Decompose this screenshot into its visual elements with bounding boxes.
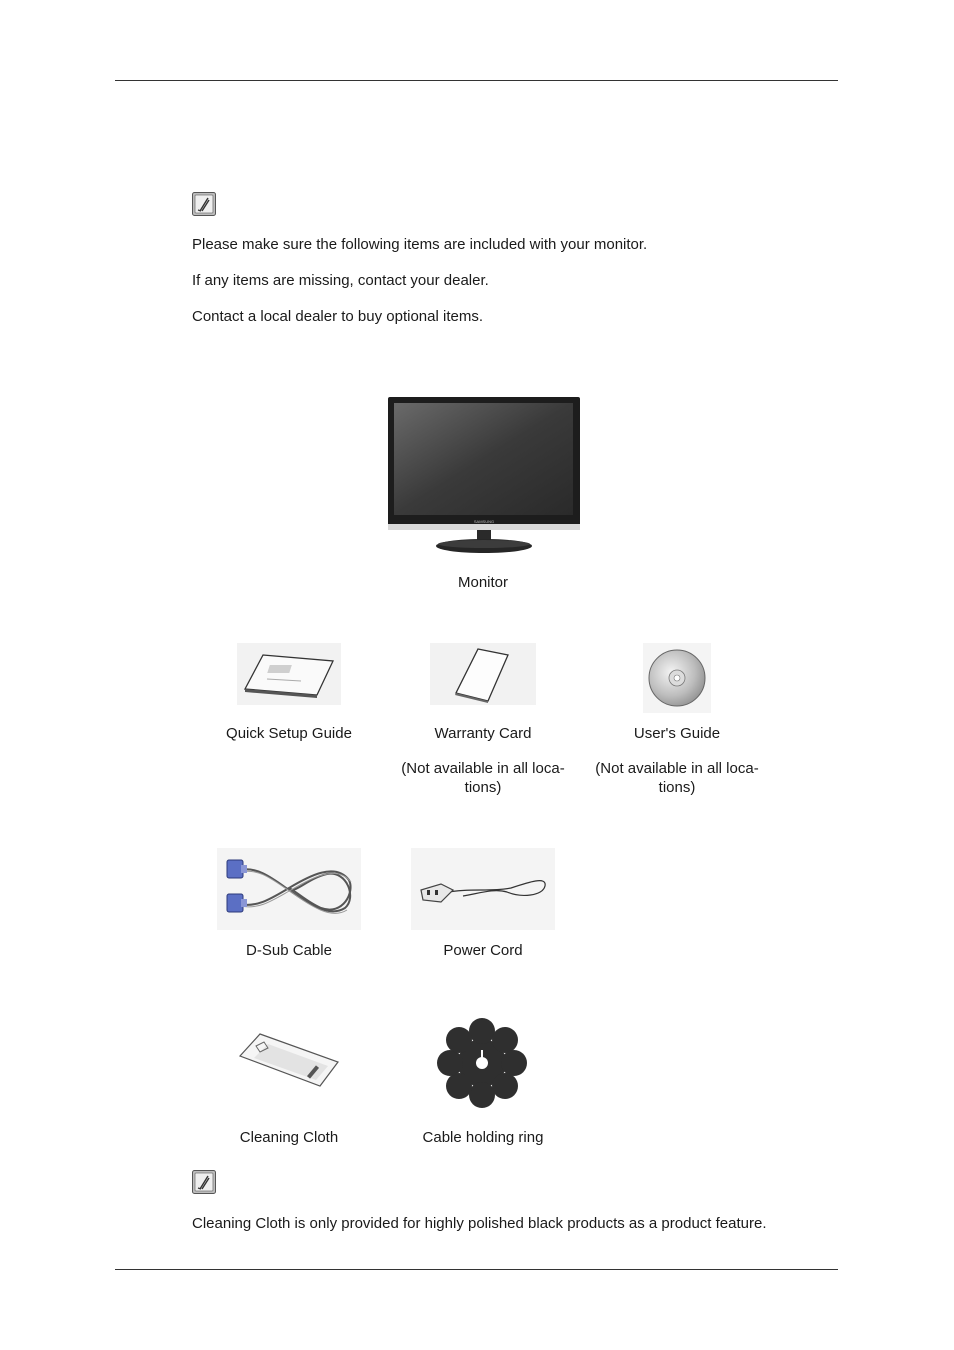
power-cord-image	[411, 848, 555, 930]
quick-setup-guide-image	[237, 643, 341, 705]
note-pencil-icon	[192, 1170, 216, 1194]
intro-line-1: Please make sure the following items are included with your monitor.	[192, 236, 648, 253]
users-guide-cd-image	[643, 643, 711, 713]
users-guide-note: (Not available in all loca- tions)	[595, 760, 759, 796]
cleaning-cloth-label: Cleaning Cloth	[239, 1129, 339, 1146]
cable-holding-ring-image	[436, 1016, 528, 1110]
intro-line-3: Contact a local dealer to buy optional items.	[192, 308, 483, 325]
cleaning-cloth-image	[238, 1032, 340, 1088]
footer-rule	[115, 1269, 838, 1270]
quick-setup-guide-label: Quick Setup Guide	[226, 725, 352, 742]
cleaning-cloth-footnote: Cleaning Cloth is only provided for highly polished black products as a product feature.	[192, 1215, 767, 1232]
warranty-card-label: Warranty Card	[434, 725, 532, 742]
monitor-image	[387, 396, 581, 556]
d-sub-cable-label: D-Sub Cable	[246, 942, 332, 959]
intro-line-2: If any items are missing, contact your dealer.	[192, 272, 489, 289]
warranty-card-image	[430, 643, 536, 705]
power-cord-label: Power Cord	[443, 942, 523, 959]
users-guide-label: User's Guide	[633, 725, 721, 742]
cable-holding-ring-label: Cable holding ring	[422, 1129, 544, 1146]
monitor-brand: SAMSUNG	[473, 519, 495, 524]
warranty-card-note: (Not available in all loca- tions)	[401, 760, 565, 796]
note-pencil-icon	[192, 192, 216, 216]
monitor-label: Monitor	[457, 574, 509, 591]
header-rule	[115, 80, 838, 81]
d-sub-cable-image	[217, 848, 361, 930]
